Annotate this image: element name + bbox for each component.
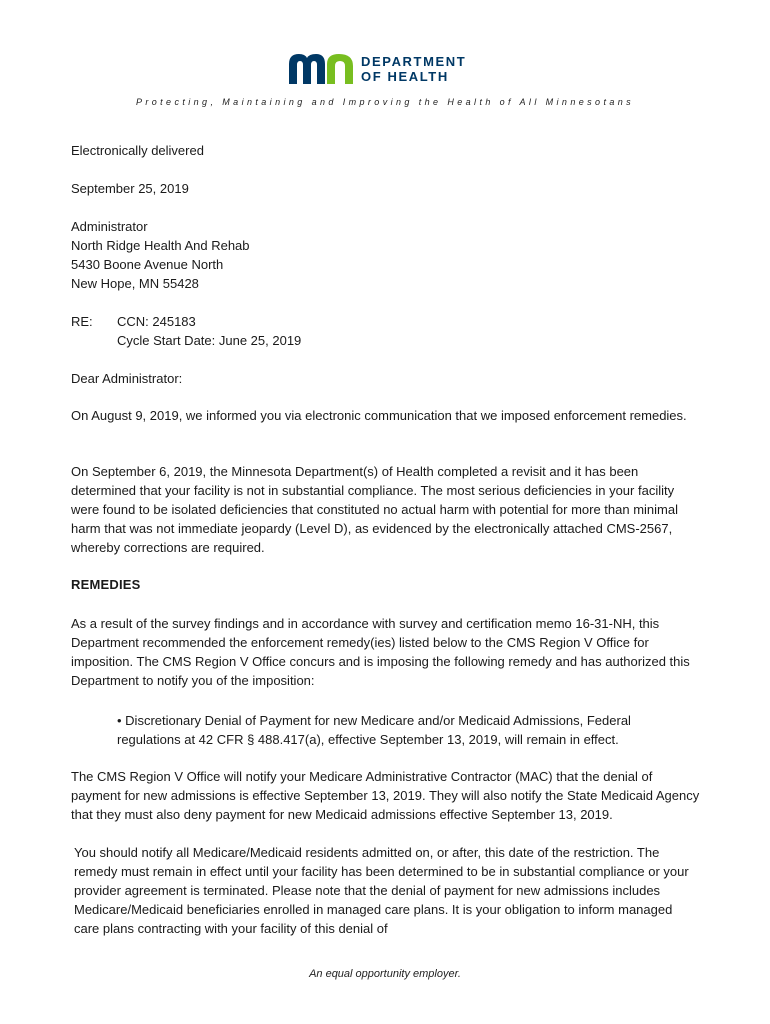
- paragraph-5: You should notify all Medicare/Medicaid residents admitted on, or after, this date of the restriction. The remedy must remain in effect until your facility has been determined to be in substantial compliance or your provider agreement is terminated. Please note that the denial of payment for new admissions includes Medicare/Medicaid beneficiaries enrolled in managed care plans. It is your obligation to inform managed care plans contracting with your facility of this denial of: [74, 845, 689, 936]
- mdh-logo: [289, 52, 466, 86]
- re-label: RE:: [71, 314, 93, 329]
- footer-text: An equal opportunity employer.: [309, 968, 461, 980]
- salutation: Dear Administrator:: [71, 371, 183, 386]
- paragraph-3: As a result of the survey findings and in accordance with survey and certification memo 16-31-NH, this Department recommended the enforcement remedy(ies) listed below to the CMS Region V Office for imposition. The CMS Region V Office concurs and is imposing the following remedy and has authorized this Department to notify you of the imposition:: [71, 616, 690, 688]
- delivery-note: Electronically delivered: [71, 143, 204, 158]
- remedy-bullet: • Discretionary Denial of Payment for new Medicare and/or Medicaid Admissions, Federal regulations at 42 CFR § 488.417(a), effective September 13, 2019, will remain in effect.: [117, 713, 631, 747]
- tagline: Protecting, Maintaining and Improving the Health of All Minnesotans: [135, 97, 635, 107]
- paragraph-2: On September 6, 2019, the Minnesota Department(s) of Health completed a revisit and it has been determined that your facility is not in substantial compliance. The most serious deficiencies in your facility were found to be isolated deficiencies that constituted no actual harm with potential for more than minimal harm that was not immediate jeopardy (Level D), as evidenced by the electronically attached CMS-2567, whereby corrections are required.: [71, 464, 679, 555]
- letter-date: September 25, 2019: [71, 181, 189, 196]
- paragraph-1: On August 9, 2019, we informed you via electronic communication that we imposed enforcement remedies.: [71, 408, 687, 423]
- address-line: North Ridge Health And Rehab: [71, 238, 250, 253]
- recipient-address: [71, 217, 250, 293]
- logo-line-2: OF HEALTH: [361, 69, 449, 84]
- re-cycle-start: Cycle Start Date: June 25, 2019: [117, 333, 302, 348]
- re-ccn: CCN: 245183: [117, 314, 196, 329]
- paragraph-4: The CMS Region V Office will notify your Medicare Administrative Contractor (MAC) that the denial of payment for new admissions is effective September 13, 2019. They will also notify the State Medicaid Agency that they must also deny payment for new Medicaid admissions effective September 13, 2019.: [71, 769, 700, 822]
- logo-line-1: DEPARTMENT: [361, 54, 467, 69]
- logo-wordmark: [361, 54, 466, 84]
- address-line: New Hope, MN 55428: [71, 276, 199, 291]
- re-details: [117, 312, 301, 350]
- remedies-heading: REMEDIES: [71, 577, 141, 592]
- address-line: 5430 Boone Avenue North: [71, 257, 224, 272]
- address-line: Administrator: [71, 219, 148, 234]
- mn-logo-icon: [289, 54, 353, 84]
